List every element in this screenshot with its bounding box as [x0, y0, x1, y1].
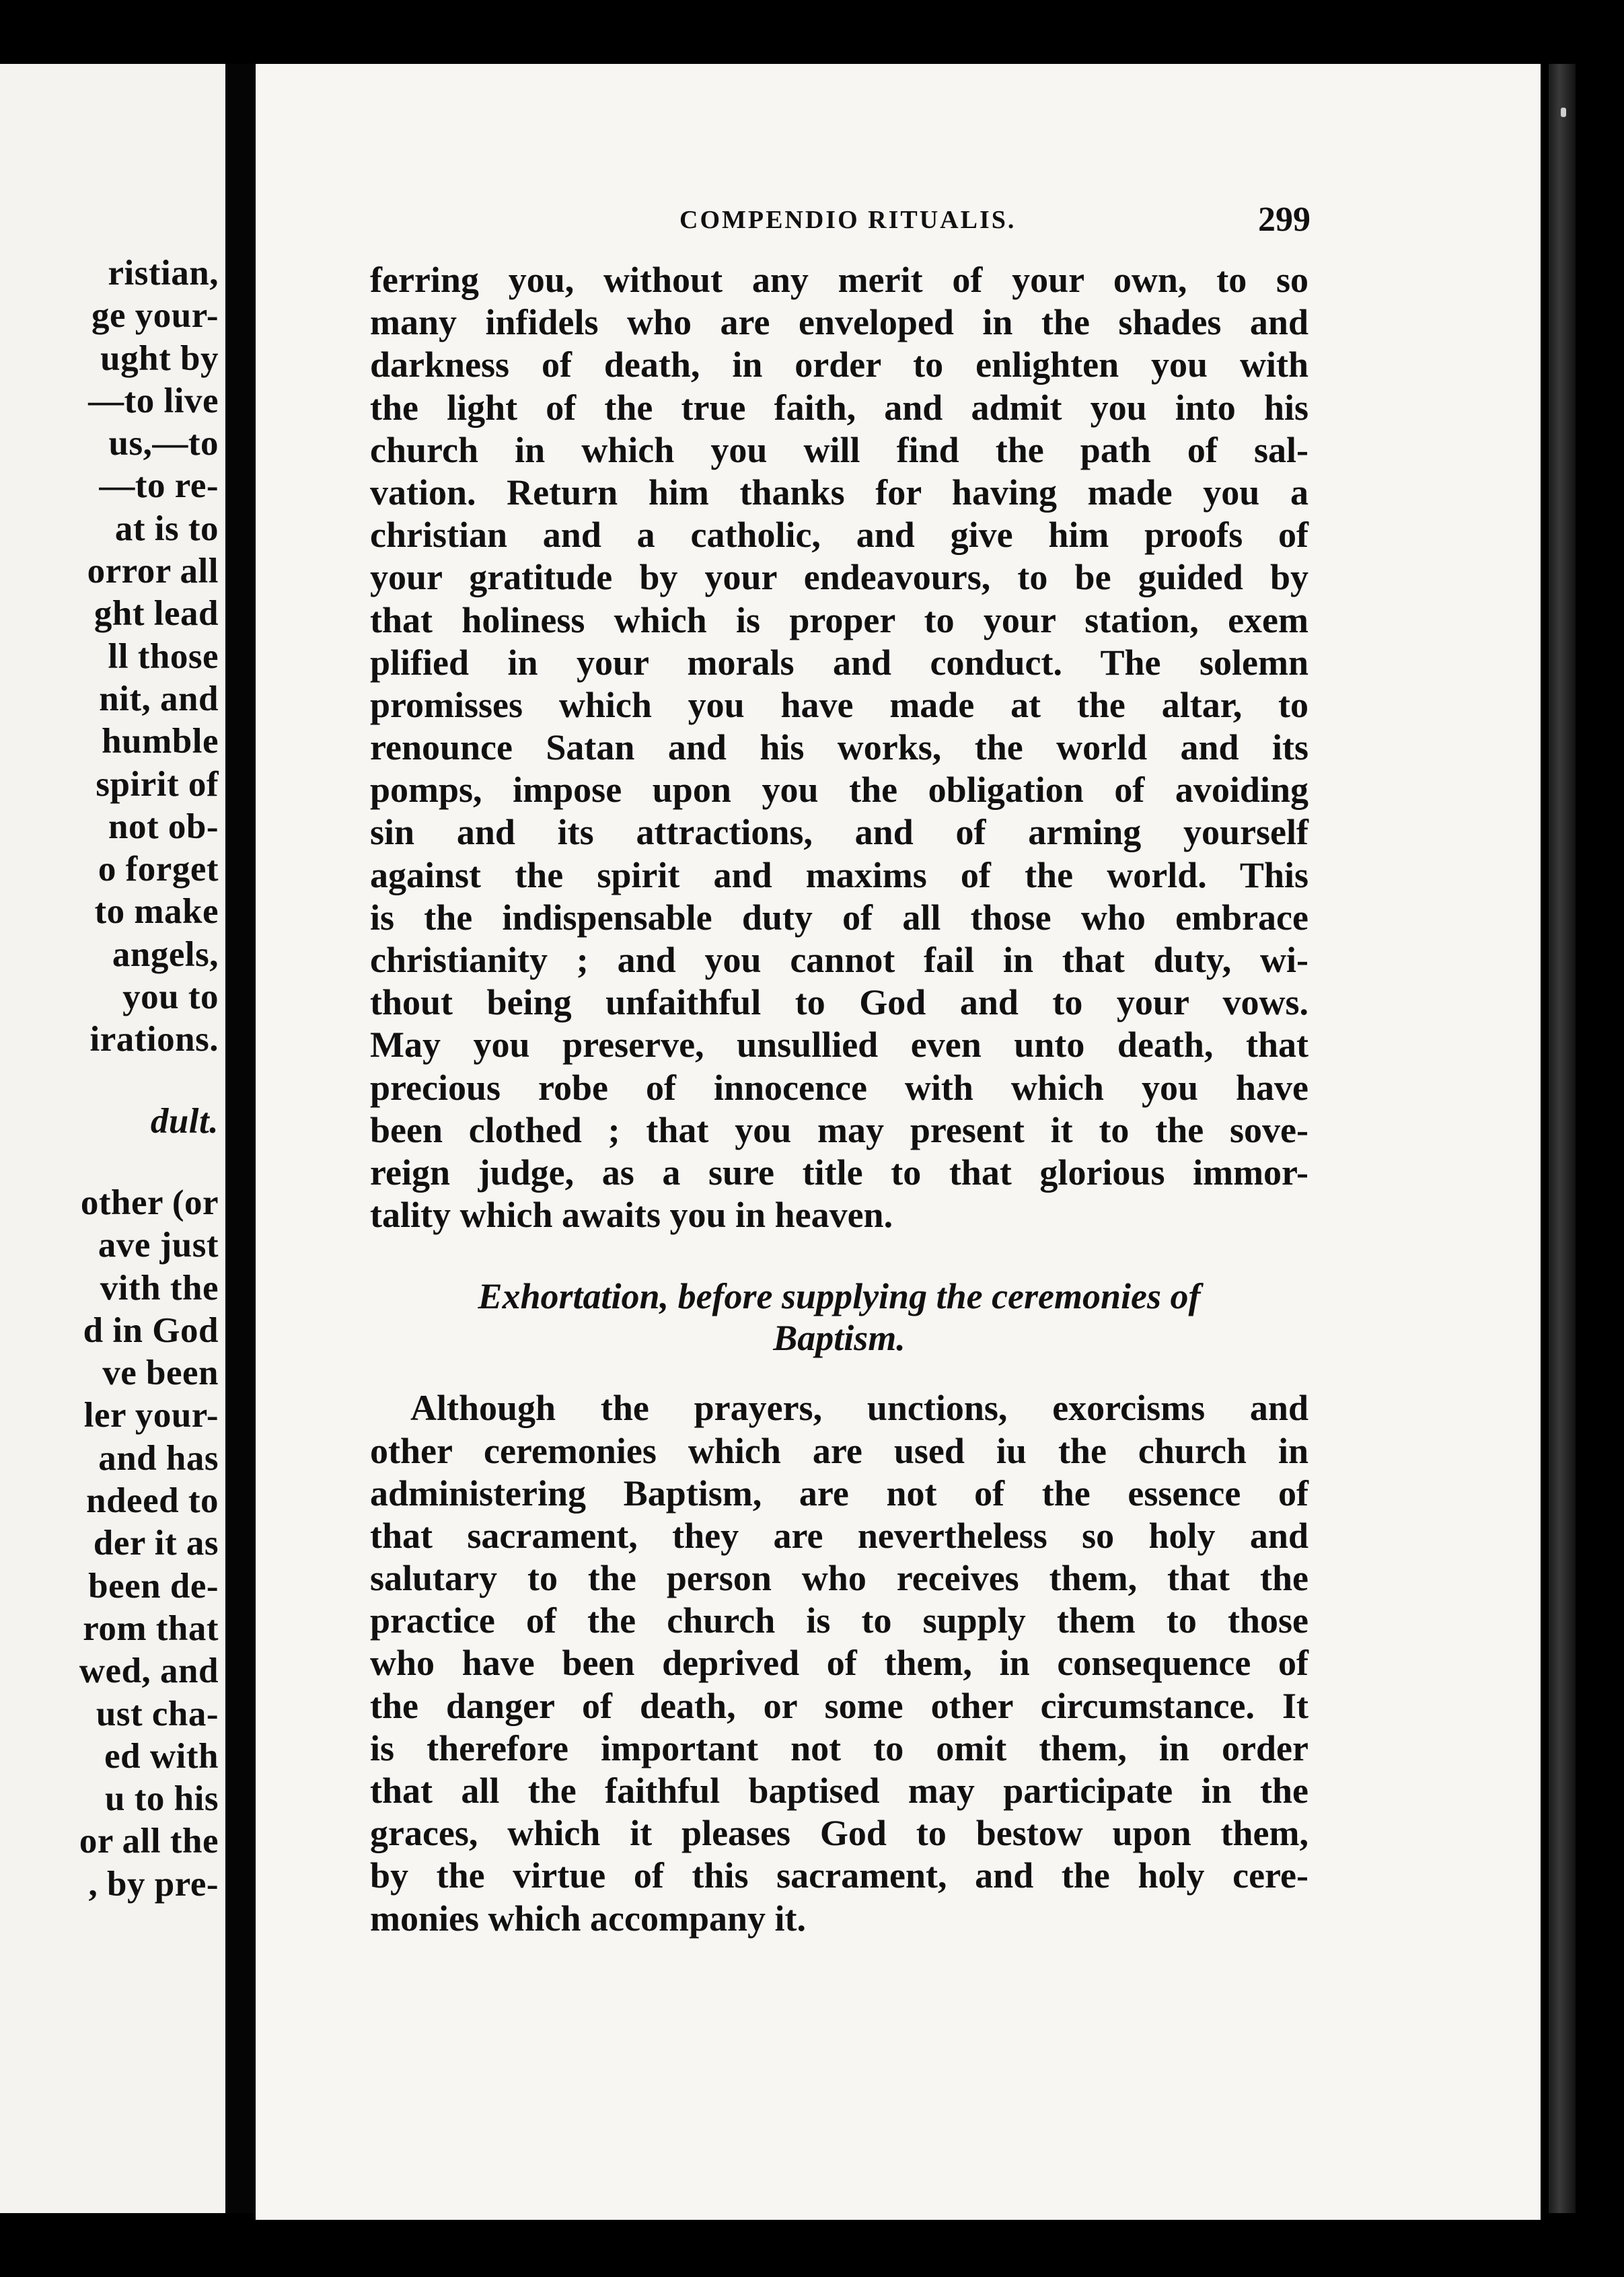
paragraph-line: thout being unfaithful to God and to your vows.	[370, 982, 1308, 1023]
paragraph-line: precious robe of innocence with which you have	[370, 1067, 1308, 1108]
paragraph-line: by the virtue of this sacrament, and the holy cere-	[370, 1855, 1308, 1896]
fragment-line: you to	[122, 977, 219, 1017]
paragraph-line: plified in your morals and conduct. The solemn	[370, 642, 1308, 683]
fragment-line: ust cha-	[96, 1694, 219, 1733]
paragraph-line: promisses which you have made at the altar, to	[370, 684, 1308, 725]
paragraph-exhortation	[370, 1387, 1308, 1939]
paragraph-line: that sacrament, they are nevertheless so holy and	[370, 1515, 1308, 1556]
fragment-line: us,—to	[108, 424, 219, 463]
fragment-line: u to his	[105, 1779, 219, 1819]
fragment-line: , by pre-	[88, 1864, 219, 1904]
paragraph-line: the light of the true faith, and admit you into his	[370, 387, 1308, 428]
paragraph-line: Although the prayers, unctions, exorcisms and	[410, 1388, 1308, 1429]
running-header	[256, 200, 1541, 246]
paragraph-line: practice of the church is to supply them to those	[370, 1600, 1308, 1641]
paragraph-line: against the spirit and maxims of the world. This	[370, 854, 1308, 895]
paragraph-line: salutary to the person who receives them, that the	[370, 1558, 1308, 1599]
fragment-line: ght lead	[94, 594, 219, 634]
fragment-line: ler your-	[83, 1396, 219, 1435]
fragment-line: wed, and	[79, 1651, 219, 1691]
running-title: COMPENDIO RITUALIS.	[679, 206, 1017, 234]
fragment-line: der it as	[93, 1524, 219, 1563]
paragraph-line: tality which awaits you in heaven.	[370, 1195, 893, 1236]
page-number: 299	[1258, 200, 1311, 239]
spacer	[0, 1061, 219, 1100]
fragment-line: ve been	[102, 1353, 219, 1393]
fragment-line: ave just	[98, 1226, 219, 1265]
fragment-line: spirit of	[96, 764, 219, 804]
paragraph-line: who have been deprived of them, in consequence of	[370, 1643, 1308, 1684]
page-gutter	[225, 64, 256, 2213]
fragment-line: angels,	[112, 934, 219, 974]
paragraph-line: sin and its attractions, and of arming yourself	[370, 812, 1308, 853]
fragment-line: orror all	[87, 552, 219, 591]
fragment-line: been de-	[88, 1566, 219, 1606]
paragraph-line: is the indispensable duty of all those who embrace	[370, 897, 1308, 938]
paragraph-line: reign judge, as a sure title to that glorious immor-	[370, 1152, 1308, 1193]
fragment-line: to make	[94, 892, 219, 932]
paragraph-line: been clothed ; that you may present it to the sove-	[370, 1109, 1308, 1150]
fragment-line: not ob-	[108, 807, 219, 846]
fragment-line: vith the	[100, 1268, 219, 1308]
paragraph-line: many infidels who are enveloped in the shades and	[370, 302, 1308, 343]
fragment-line: —to re-	[99, 466, 219, 506]
paragraph-line: renounce Satan and his works, the world and its	[370, 727, 1308, 768]
paragraph-line: christianity ; and you cannot fail in that duty, wi-	[370, 940, 1308, 980]
fragment-line: —to live	[88, 381, 219, 420]
fragment-line: humble	[102, 722, 219, 761]
heading-line: Exhortation, before supplying the ceremonies of	[478, 1276, 1201, 1317]
heading-line: Baptism.	[773, 1318, 906, 1359]
fragment-line: d in God	[83, 1310, 219, 1350]
fragment-line: o forget	[98, 850, 219, 889]
paragraph-line: that all the faithful baptised may participate in the	[370, 1770, 1308, 1811]
fragment-line: at is to	[114, 509, 219, 548]
fragment-line: rom that	[83, 1608, 219, 1648]
edge-mark	[1561, 108, 1566, 117]
fragment-heading: dult.	[150, 1101, 219, 1141]
previous-page-fragment	[0, 64, 225, 2213]
fragment-line: and has	[98, 1438, 219, 1478]
paragraph-line: the danger of death, or some other circumstance. It	[370, 1685, 1308, 1726]
fragment-line: nit, and	[99, 679, 219, 718]
paragraph-line: christian and a catholic, and give him proofs of	[370, 515, 1308, 556]
book-page	[256, 64, 1541, 2220]
fragment-line: other (or	[80, 1183, 219, 1222]
fragment-line: ll those	[108, 636, 219, 676]
paragraph-line: May you preserve, unsullied even unto death, that	[370, 1024, 1308, 1066]
spacer	[0, 1143, 219, 1182]
fragment-line: ught by	[100, 338, 219, 378]
binding-stripe	[1549, 64, 1576, 2213]
fragment-line: irations.	[89, 1020, 219, 1059]
paragraph-line: your gratitude by your endeavours, to be guided by	[370, 557, 1308, 598]
paragraph-line: church in which you will find the path of sal-	[370, 429, 1308, 470]
fragment-line: or all the	[79, 1822, 219, 1861]
paragraph-line: vation. Return him thanks for having made you a	[370, 472, 1308, 513]
section-heading	[370, 1275, 1308, 1359]
paragraph-line: other ceremonies which are used iu the church in	[370, 1430, 1308, 1471]
previous-page-text	[0, 252, 219, 1906]
fragment-line: ristian,	[108, 254, 219, 293]
paragraph-line: is therefore important not to omit them, in order	[370, 1727, 1308, 1768]
page-body	[370, 259, 1308, 1940]
fragment-line: ge your-	[91, 296, 219, 336]
fragment-line: ed with	[104, 1736, 219, 1776]
paragraph-line: administering Baptism, are not of the essence of	[370, 1472, 1308, 1514]
paragraph-line: monies which accompany it.	[370, 1898, 806, 1939]
paragraph-line: pomps, impose upon you the obligation of avoiding	[370, 770, 1308, 811]
paragraph-line: ferring you, without any merit of your own, to so	[370, 260, 1308, 300]
paragraph-line: darkness of death, in order to enlighten you with	[370, 344, 1308, 385]
fragment-line: ndeed to	[86, 1481, 219, 1521]
paragraph-continuation	[370, 259, 1308, 1236]
paragraph-line: that holiness which is proper to your station, exem	[370, 599, 1308, 640]
paragraph-line: graces, which it pleases God to bestow upon them,	[370, 1813, 1308, 1854]
